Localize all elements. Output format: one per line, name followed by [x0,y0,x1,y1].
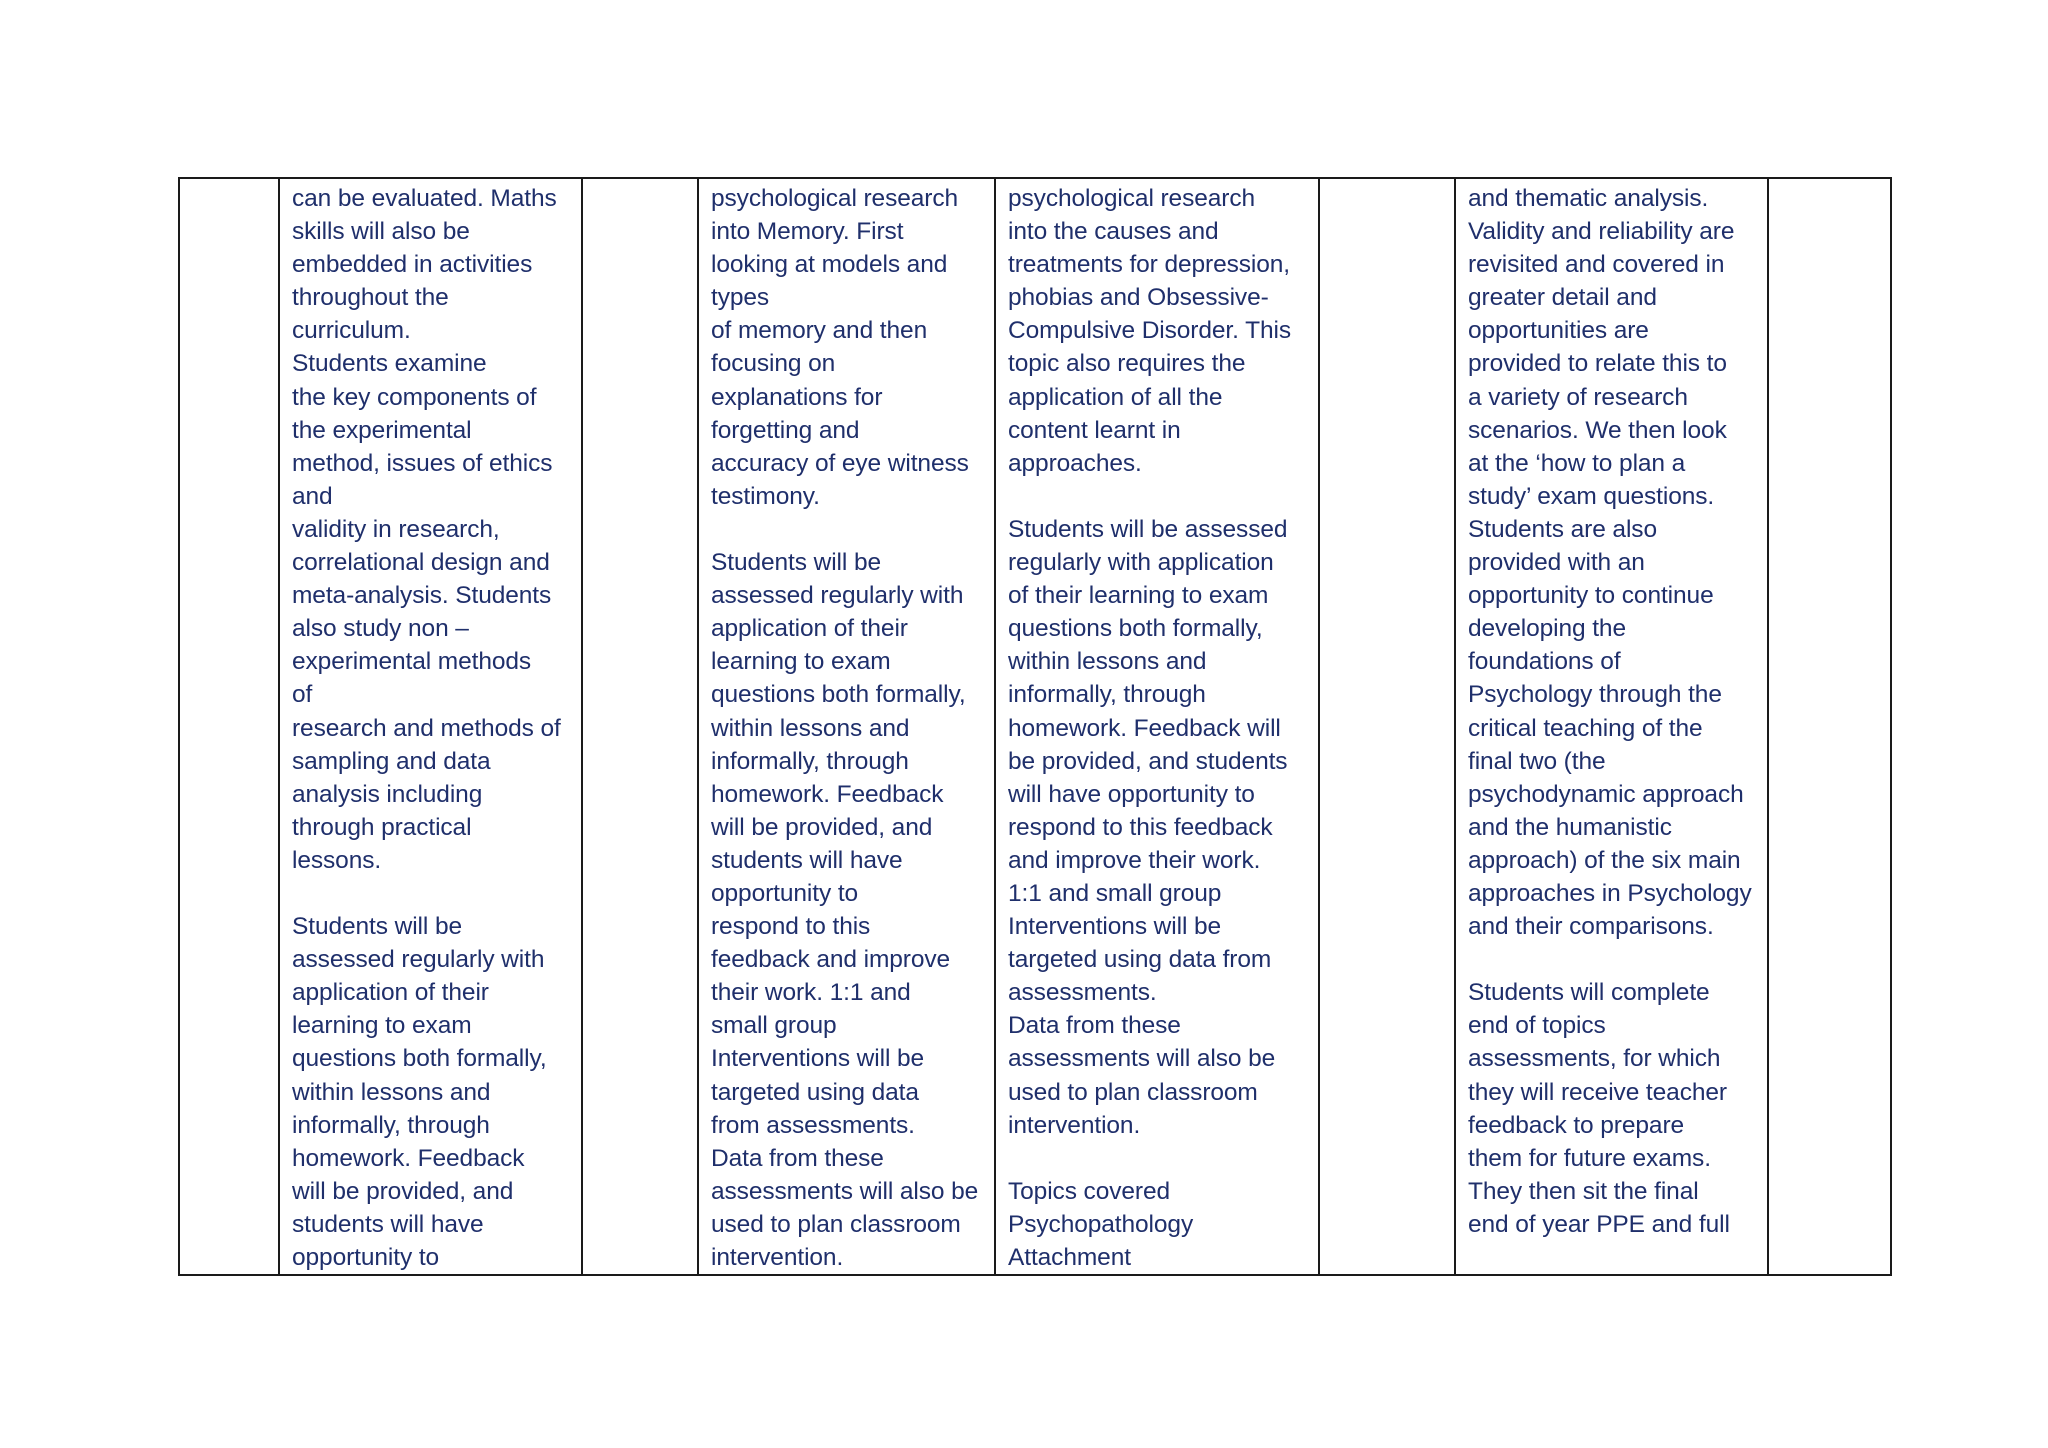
table-cell-col-8 [1768,178,1891,1275]
cell-text [1769,179,1890,182]
cell-text: can be evaluated. Maths skills will also be embedded in activities throughout the curriculum. Students examine the key components of the experimental method, issues of ethics and validity in research, correlational design and meta-analysis. Students also study non – experimental methods of research and methods of sampling and data analysis including through practical lessons. Students will be assessed regularly with application of their learning to exam questions both formally, within lessons and informally, through homework. Feedback will be provided, and students will have opportunity to [292,185,561,1271]
cell-text: and thematic analysis. Validity and reliability are revisited and covered in greater detail and opportunities are provided to relate this to a variety of research scenarios. We then look at the ‘how to plan a study’ exam questions. Students are also provided with an opportunity to continue developing the foundations of Psychology through the critical teaching of the final two (the psychodynamic approach and the humanistic approach) of the six main approaches in Psychology and their comparisons. Students will complete end of topics assessments, for which they will receive teacher feedback to prepare them for future exams. They then sit the final end of year PPE and full [1468,185,1752,1238]
table-cell-col-3 [582,178,698,1275]
cell-text [180,179,278,182]
table-cell-col-1 [179,178,279,1275]
table-cell-col-6 [1319,178,1455,1275]
cell-text [1320,179,1454,182]
table-cell-col-7 [1455,178,1768,1275]
table-row [179,178,1891,1275]
cell-text: psychological research into the causes and treatments for depression, phobias and Obsessive- Compulsive Disorder. This topic also requires the application of all the content learnt in approaches. Students will be assessed regularly with application of their learning to exam questions both formally, within lessons and informally, through homework. Feedback will be provided, and students will have opportunity to respond to this feedback and improve their work. 1:1 and small group Interventions will be targeted using data from assessments. Data from these assessments will also be used to plan classroom intervention. Topics covered Psychopathology Attachment [1008,185,1291,1271]
curriculum-table [178,177,1892,1276]
cell-text [583,179,697,182]
cell-text: psychological research into Memory. First looking at models and types of memory and then focusing on explanations for forgetting and accuracy of eye witness testimony. Students will be assessed regularly with application of their learning to exam questions both formally, within lessons and informally, through homework. Feedback will be provided, and students will have opportunity to respond to this feedback and improve their work. 1:1 and small group Interventions will be targeted using data from assessments. Data from these assessments will also be used to plan classroom intervention. [711,185,979,1271]
table-cell-col-4 [698,178,995,1275]
table-cell-col-5 [995,178,1319,1275]
table-cell-col-2 [279,178,582,1275]
